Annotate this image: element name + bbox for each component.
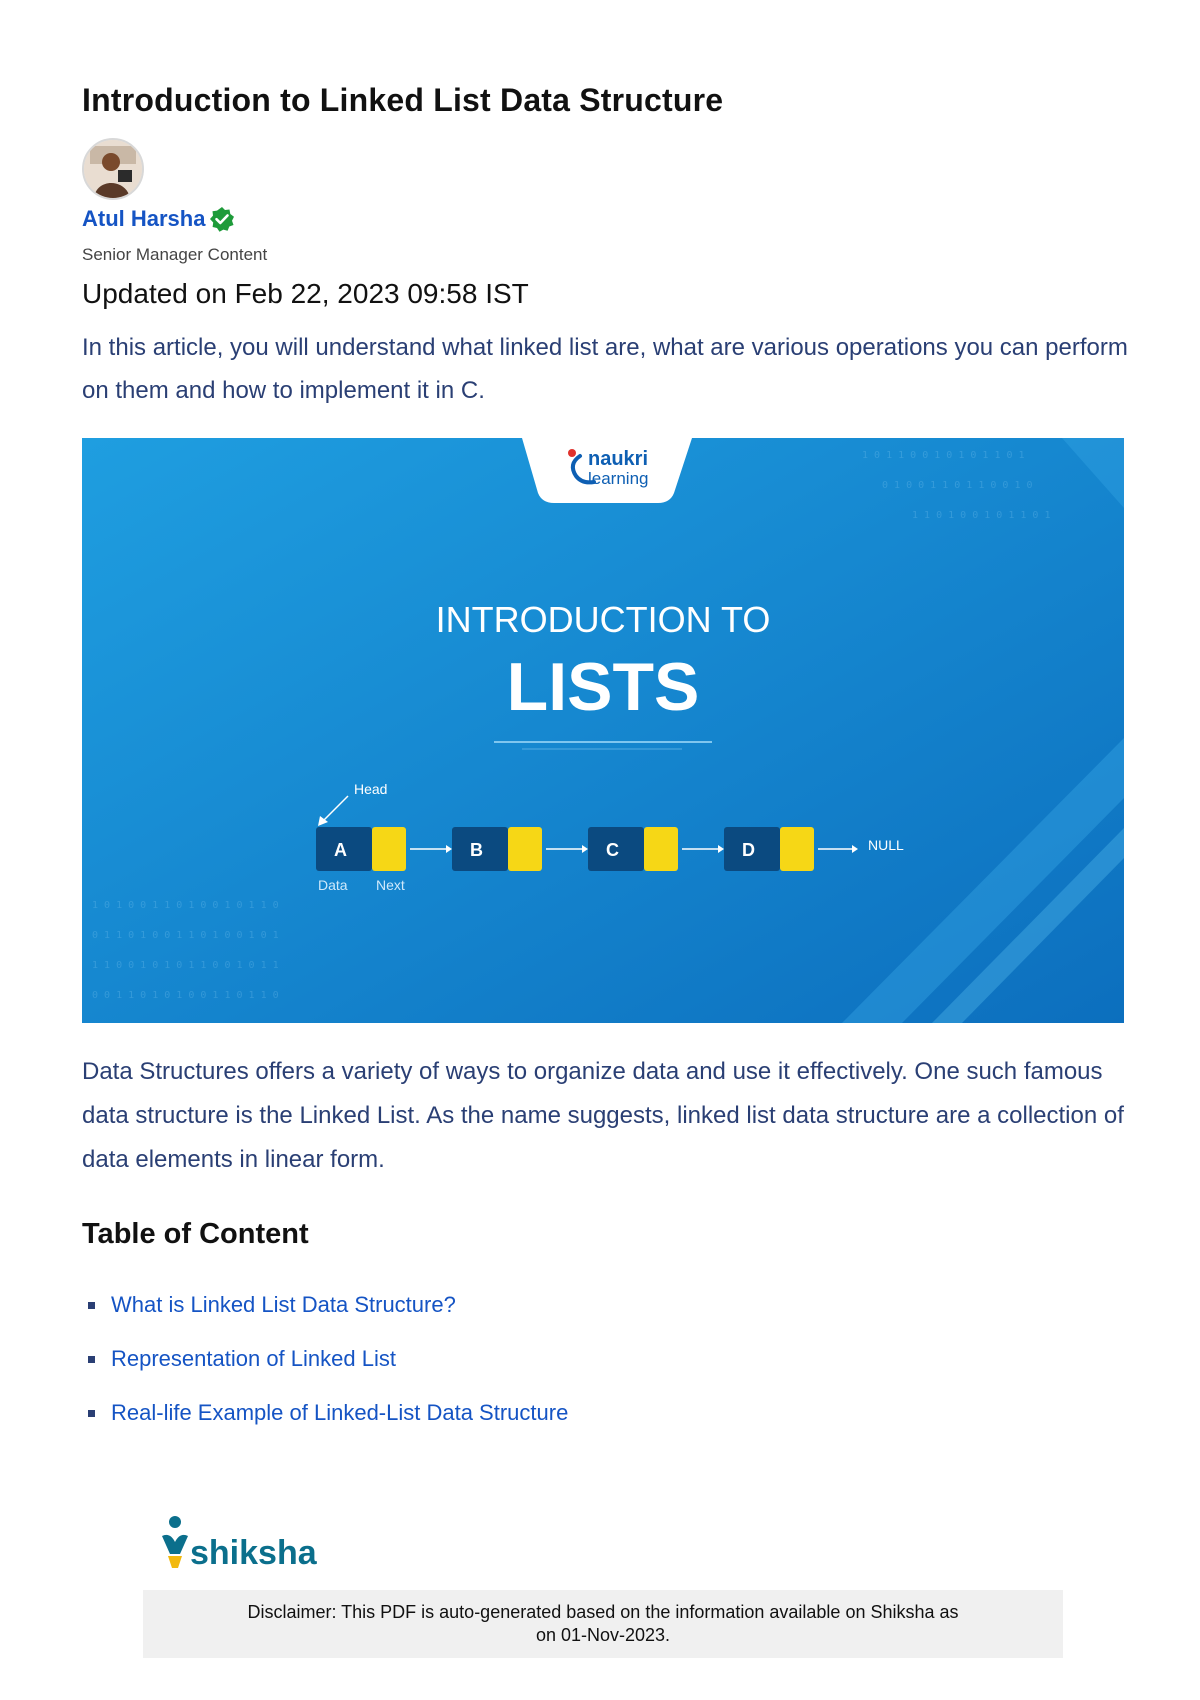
svg-text:1 1 0 0 1 0 1 0 1 1 0 0 1 0 1: 1 1 0 0 1 0 1 0 1 1 0 0 1 0 1 1: [92, 960, 279, 971]
node-next-box: [780, 827, 814, 871]
hero-logo-text-bottom: learning: [588, 469, 649, 488]
disclaimer-line-2: on 01-Nov-2023.: [535, 1625, 671, 1645]
article-title: Introduction to Linked List Data Structure: [82, 82, 724, 118]
data-label: Data: [318, 877, 348, 893]
shiksha-logo: [158, 1512, 328, 1578]
author-avatar[interactable]: [82, 138, 144, 200]
next-label: Next: [376, 877, 405, 893]
svg-text:0 0 1 1 0 1 0 1 0 0 1 1 0 1 1: 0 0 1 1 0 1 0 1 0 0 1 1 0 1 1 0: [92, 990, 279, 1001]
node-next-box: [508, 827, 542, 871]
brand-text: shiksha: [190, 1534, 317, 1572]
svg-text:1 0 1 1 0 0 1 0 1 0 1 1 0 1: 1 0 1 1 0 0 1 0 1 0 1 1 0 1: [862, 450, 1025, 461]
node-label: C: [606, 840, 619, 860]
svg-text:1 1 0 1 0 0 1 0 1 1 0 1: 1 1 0 1 0 0 1 0 1 1 0 1: [912, 510, 1051, 521]
hero-heading-big: LISTS: [506, 649, 700, 725]
toc-title: Table of Content: [82, 1218, 309, 1250]
svg-text:0 1 0 0 1 1 0 1 1 0 0 1 0: 0 1 0 0 1 1 0 1 1 0 0 1 0: [882, 480, 1033, 491]
disclaimer-line-1: Disclaimer: This PDF is auto-generated based on the information available on Shiksha as: [247, 1602, 959, 1622]
node-label: B: [470, 840, 483, 860]
body-paragraph: Data Structures offers a variety of ways to organize data and use it effectively. One such famous data structure is the Linked List. As the name suggests, linked list data structure are a collection of data elements in linear form.: [82, 1058, 1124, 1173]
toc-link-real-life-example[interactable]: Real-life Example of Linked-List Data Structure: [111, 1400, 569, 1425]
bullet-icon: [88, 1356, 95, 1363]
head-label: Head: [354, 781, 388, 797]
verified-check-icon: [209, 206, 235, 232]
null-label: NULL: [868, 837, 904, 853]
node-next-box: [644, 827, 678, 871]
avatar-image: [84, 140, 142, 198]
toc-item: [82, 1332, 568, 1386]
hero-logo-text-top: naukri: [588, 448, 649, 470]
bullet-icon: [88, 1410, 95, 1417]
updated-date: Updated on Feb 22, 2023 09:58 IST: [82, 278, 529, 309]
toc-item: [82, 1278, 568, 1332]
article-summary: In this article, you will understand what linked list are, what are various operations you can perform on them and how to implement it in C.: [82, 334, 1128, 404]
toc-link-what-is-linked-list[interactable]: What is Linked List Data Structure?: [111, 1292, 456, 1317]
bullet-icon: [88, 1302, 95, 1309]
author-role: Senior Manager Content: [82, 245, 268, 264]
svg-text:1 0 1 0 0 1 1 0 1 0 0 1 0 1 1: 1 0 1 0 0 1 1 0 1 0 0 1 0 1 1 0: [92, 900, 279, 911]
hero-heading-small: INTRODUCTION TO: [435, 599, 771, 640]
node-next-box: [372, 827, 406, 871]
hero-banner-image: [82, 438, 1124, 1023]
node-label: A: [334, 840, 347, 860]
author-name-link[interactable]: Atul Harsha: [82, 206, 206, 231]
toc-list: [82, 1278, 568, 1440]
toc-link-representation[interactable]: Representation of Linked List: [111, 1346, 396, 1371]
node-label: D: [742, 840, 755, 860]
disclaimer-box: [143, 1590, 1063, 1658]
toc-item: [82, 1386, 568, 1440]
svg-text:0 1 1 0 1 0 0 1 1 0 1 0 0 1 0: 0 1 1 0 1 0 0 1 1 0 1 0 0 1 0 1: [92, 930, 279, 941]
